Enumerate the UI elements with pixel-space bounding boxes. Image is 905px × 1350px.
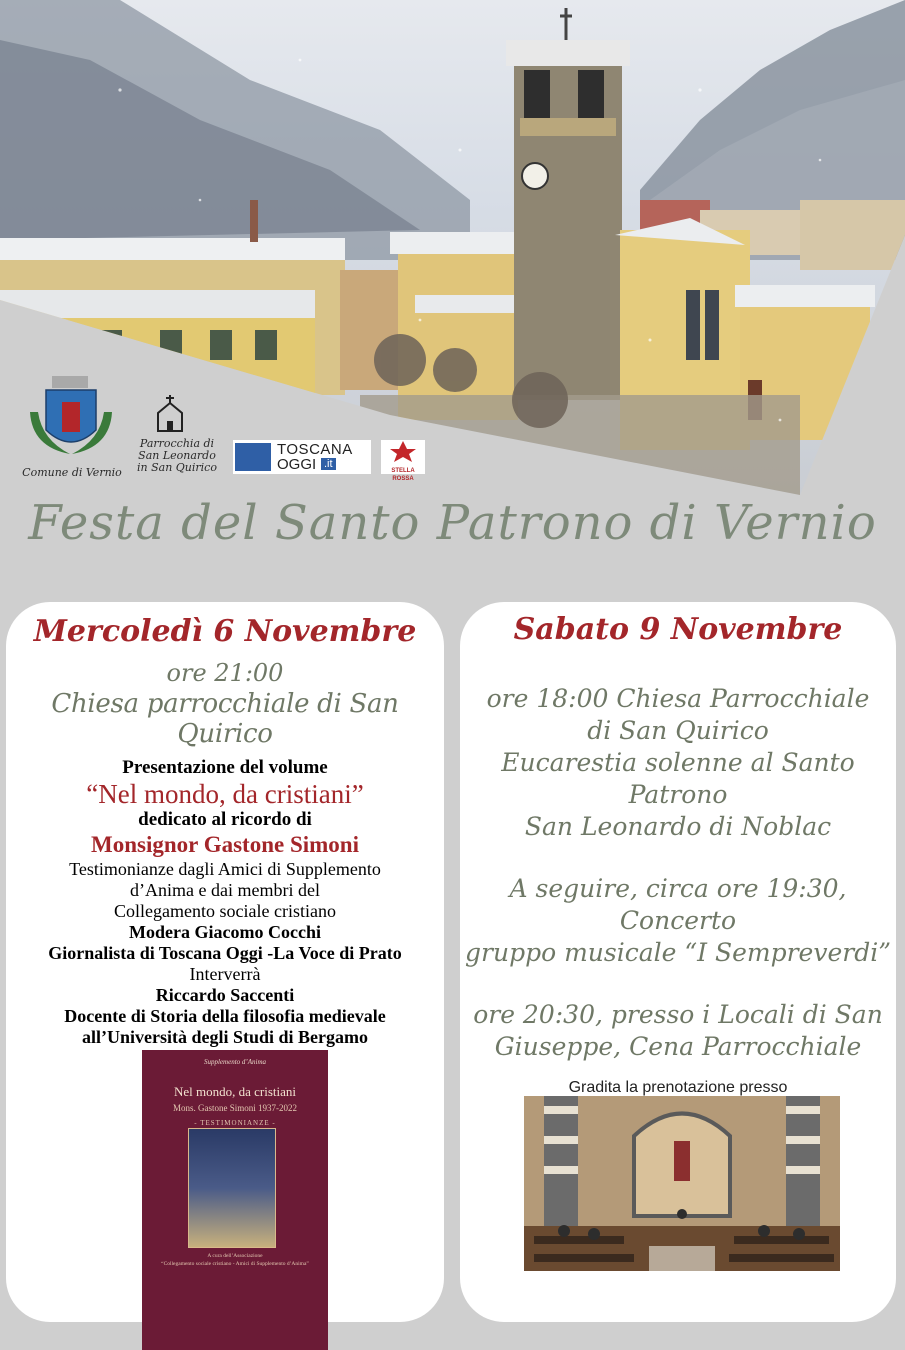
church-outline-icon [128,395,226,433]
dinner-block [460,999,896,1063]
mass-line-1: ore 18:00 Chiesa Parrocchiale [486,684,870,713]
wednesday-date: Mercoledì 6 Novembre [33,614,417,649]
cover-footer-line-1: A cura dell’Associazione [207,1253,263,1259]
page-title: Festa del Santo Patrono di Vernio [28,495,877,551]
booking-line-1: Gradita la prenotazione presso [568,1079,788,1096]
saturday-date: Sabato 9 Novembre [513,612,843,647]
event-panel-wednesday [6,602,444,1322]
parrocchia-caption-line-2: San Leonardo [138,449,216,462]
testimony-line-2: d’Anima e dai membri del [130,880,320,900]
toscana-oggi-suffix: .it [321,458,336,470]
coat-of-arms-icon [22,372,122,462]
parrocchia-logo [128,395,226,487]
toscana-oggi-mark-icon [235,443,271,471]
speaker-role-line-2: all’Università degli Studi di Bergamo [81,1027,368,1047]
cover-series: Supplemento d’Anima [203,1058,266,1066]
testimony-line-3: Collegamento sociale cristiano [114,901,336,921]
honoree-name: Monsignor Gastone Simoni [91,832,359,857]
comune-caption: Comune di Vernio [22,466,122,479]
speaker-role-line-1: Docente di Storia della filosofia medievale [64,1006,386,1026]
speaker-name: Riccardo Saccenti [155,985,295,1005]
parrocchia-caption-line-1: Parrocchia di [139,437,215,450]
mass-line-3: Eucarestia solenne al Santo Patrono [501,748,855,809]
toscana-oggi-logo [233,440,371,474]
wednesday-place: Chiesa parrocchiale di San Quirico [51,689,399,749]
church-interior-photo [524,1096,840,1271]
moderator-name: Modera Giacomo Cocchi [129,922,321,942]
radio-stella-rossa-logo [381,440,425,482]
event-panel-saturday [460,602,896,1322]
cover-title: Nel mondo, da cristiani [173,1084,297,1099]
concert-line-1: A seguire, circa ore 19:30, Concerto [509,874,847,935]
concert-block [460,873,896,969]
presentation-intro: Presentazione del volume [122,757,328,778]
parrocchia-caption-line-3: in San Quirico [137,461,217,474]
book-title: “Nel mondo, da cristiani” [86,779,364,809]
dedication-text: dedicato al ricordo di [138,809,312,830]
concert-line-2: gruppo musicale “I Sempreverdi” [465,938,891,967]
cover-photo [188,1128,276,1248]
wednesday-time: ore 21:00 [166,659,284,687]
moderator-role: Giornalista di Toscana Oggi -La Voce di Prato [48,943,402,963]
toscana-oggi-text: TOSCANA [277,441,353,458]
speaker-intro: Interverrà [189,964,261,984]
mass-block [460,683,896,843]
mass-line-2: di San Quirico [587,716,769,745]
red-star-icon [381,440,425,462]
book-cover [142,1050,328,1350]
comune-di-vernio-logo [22,372,122,484]
cover-subtitle: Mons. Gastone Simoni 1937-2022 [172,1103,297,1113]
toscana-oggi-text-2: OGGI [277,456,317,473]
radio-text: STELLA ROSSA [391,468,415,482]
testimony-line-1: Testimonianze dagli Amici di Supplemento [69,859,381,879]
mass-line-4: San Leonardo di Noblac [524,812,832,841]
dinner-line-2: Giuseppe, Cena Parrocchiale [494,1032,862,1061]
cover-tag: - TESTIMONIANZE - [194,1119,276,1127]
church-interior-illustration [524,1096,840,1271]
cover-footer-line-2: “Collegamento sociale cristiano - Amici di Supplemento d’Anima” [161,1261,309,1267]
dinner-line-1: ore 20:30, presso i Locali di San [473,1000,883,1029]
